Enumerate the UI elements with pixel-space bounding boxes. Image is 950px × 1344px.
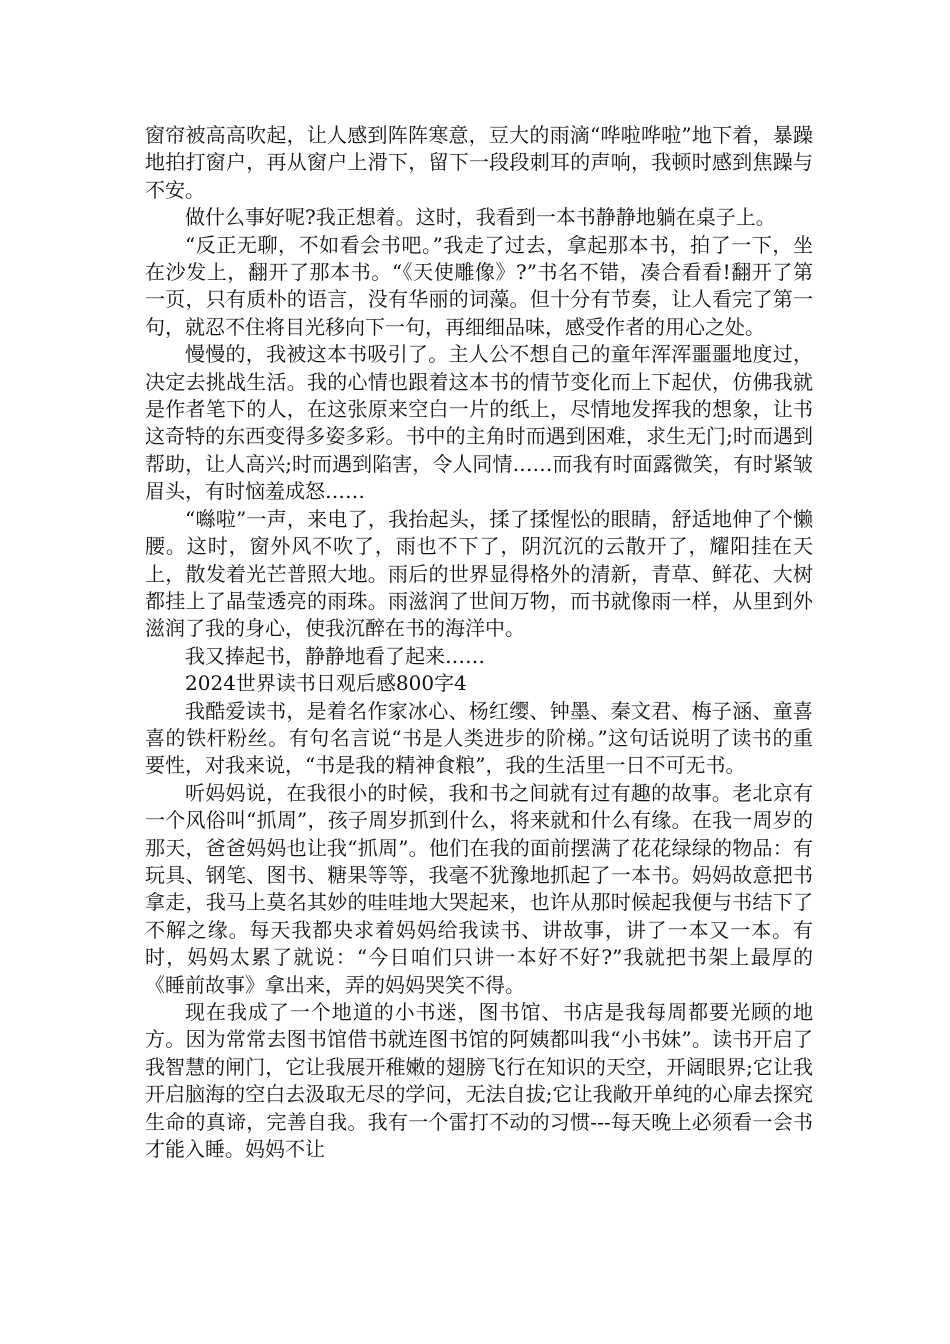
document-body	[145, 122, 813, 1163]
section-heading: 2024世界读书日观后感800字4	[185, 671, 467, 696]
paragraph: 我又捧起书，静静地看了起来……	[185, 643, 485, 668]
paragraph: “反正无聊，不如看会书吧。”我走了过去，拿起那本书，拍了一下，坐在沙发上，翻开了那本书。“《天使雕像》?”书名不错，凑合看看!翻开了第一页，只有质朴的语言，没有华丽的词藻。但十分有节奏，让人看完了第一句，就忍不住将目光移向下一句，再细细品味，感受作者的用心之处。	[145, 232, 813, 339]
paragraph: 做什么事好呢?我正想着。这时，我看到一本书静静地躺在桌子上。	[185, 205, 776, 230]
paragraph: 慢慢的，我被这本书吸引了。主人公不想自己的童年浑浑噩噩地度过，决定去挑战生活。我的心情也跟着这本书的情节变化而上下起伏，仿佛我就是作者笔下的人，在这张原来空白一片的纸上，尽情地发挥我的想象，让书这奇特的东西变得多姿多彩。书中的主角时而遇到困难，求生无门;时而遇到帮助，让人高兴;时而遇到陷害，令人同情……而我有时面露微笑，有时紧皱眉头，有时恼羞成怒……	[145, 342, 813, 504]
paragraph: 现在我成了一个地道的小书迷，图书馆、书店是我每周都要光顾的地方。因为常常去图书馆借书就连图书馆的阿姨都叫我“小书妹”。读书开启了我智慧的闸门，它让我展开稚嫩的翅膀飞行在知识的天空，开阔眼界;它让我开启脑海的空白去汲取无尽的学问，无法自拔;它让我敞开单纯的心扉去探究生命的真谛，完善自我。我有一个雷打不动的习惯---每天晚上必须看一会书才能入睡。妈妈不让	[145, 1000, 813, 1162]
paragraph: “噝啦”一声，来电了，我抬起头，揉了揉惺忪的眼睛，舒适地伸了个懒腰。这时，窗外风不吹了，雨也不下了，阴沉沉的云散开了，耀阳挂在天上，散发着光芒普照大地。雨后的世界显得格外的清新，青草、鲜花、大树都挂上了晶莹透亮的雨珠。雨滋润了世间万物，而书就像雨一样，从里到外滋润了我的身心，使我沉醉在书的海洋中。	[145, 506, 813, 641]
paragraph: 我酷爱读书，是着名作家冰心、杨红缨、钟墨、秦文君、梅子涵、童喜喜的铁杆粉丝。有句名言说“书是人类进步的阶梯。”这句话说明了读书的重要性，对我来说，“书是我的精神食粮”，我的生活里一日不可无书。	[145, 698, 813, 778]
paragraph: 听妈妈说，在我很小的时候，我和书之间就有过有趣的故事。老北京有一个风俗叫“抓周”，孩子周岁抓到什么，将来就和什么有缘。在我一周岁的那天，爸爸妈妈也让我“抓周”。他们在我的面前摆满了花花绿绿的物品：有玩具、钢笔、图书、糖果等等，我毫不犹豫地抓起了一本书。妈妈故意把书拿走，我马上莫名其妙的哇哇地大哭起来，也许从那时候起我便与书结下了不解之缘。每天我都央求着妈妈给我读书、讲故事，讲了一本又一本。有时，妈妈太累了就说：“今日咱们只讲一本好不好?”我就把书架上最厚的《睡前故事》拿出来，弄的妈妈哭笑不得。	[145, 780, 813, 997]
paragraph: 窗帘被高高吹起，让人感到阵阵寒意，豆大的雨滴“哗啦哗啦”地下着，暴躁地拍打窗户，再从窗户上滑下，留下一段段刺耳的声响，我顿时感到焦躁与不安。	[145, 123, 813, 202]
